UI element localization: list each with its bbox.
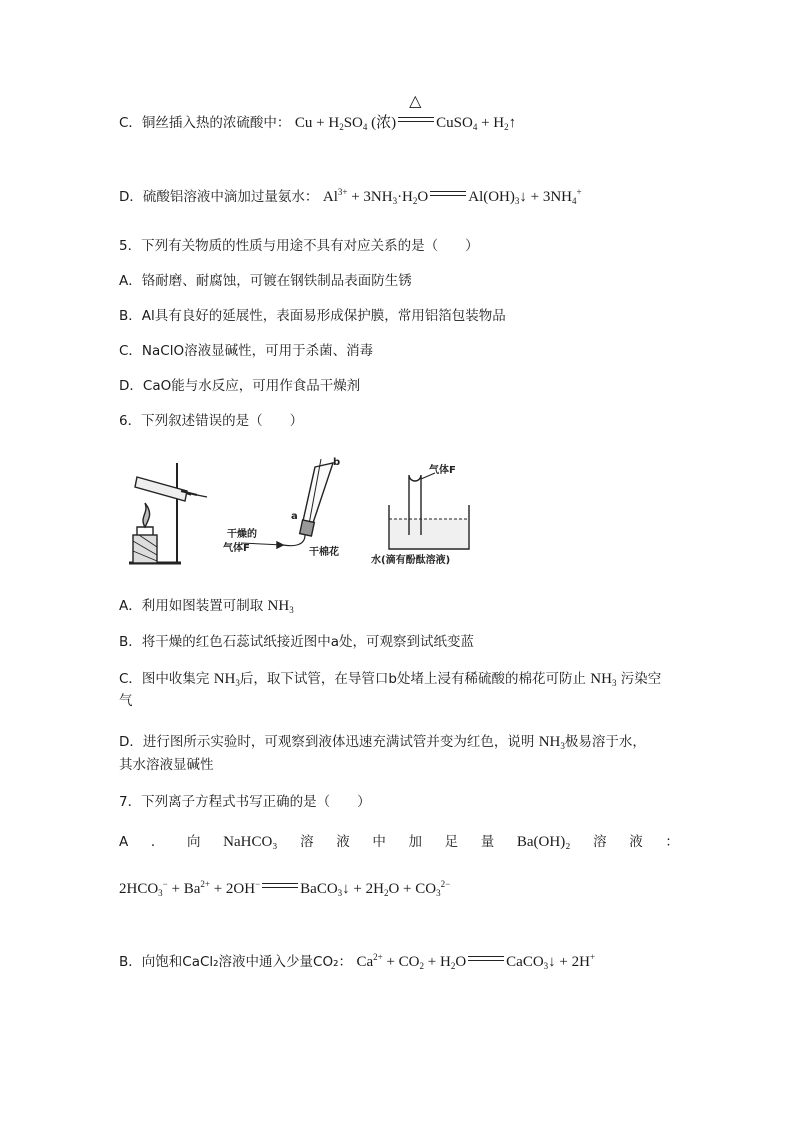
q7-a-char: 溶 — [300, 834, 314, 850]
q6-option-c-continued: 气 — [119, 693, 133, 709]
q6-apparatus-figure — [119, 455, 479, 573]
ammonia-generator-apparatus — [129, 463, 207, 563]
q6-option-d-text-2: 极易溶于水， — [564, 734, 646, 750]
q6-stem: 6．下列叙述错误的是（ ） — [119, 413, 304, 429]
q4-option-d-label: D．硫酸铝溶液中滴加过量氨水： — [119, 189, 319, 205]
q7-a-formula-nahco3: NaHCO₃ — [223, 834, 278, 850]
nh3-formula: $NH_3$ — [538, 734, 565, 751]
figure-label-dry-gas-line1: 干燥的 — [227, 529, 257, 540]
q7-option-b-label: B．向饱和CaCl₂溶液中通入少量CO₂： — [119, 954, 353, 970]
q6-option-c-text-1: C．图中收集完 — [119, 671, 214, 687]
q4-option-c[interactable] — [119, 93, 517, 136]
equals-arrow-icon — [398, 93, 434, 125]
equals-arrow-icon — [468, 954, 504, 964]
figure-label-water: 水(滴有酚酞溶液) — [371, 555, 451, 566]
figure-label-gas-f: 气体F — [429, 465, 456, 476]
q6-option-b[interactable]: B．将干燥的红色石蕊试纸接近图中a处，可观察到试纸变蓝 — [119, 634, 475, 650]
q4-option-d[interactable] — [119, 183, 582, 210]
q6-option-a[interactable] — [119, 597, 294, 619]
q7-a-char: ： — [665, 834, 679, 850]
q7-a-char: ． — [150, 834, 165, 850]
fountain-test-trough — [389, 473, 469, 549]
q7-a-char: 液 — [336, 834, 350, 850]
equals-arrow-icon — [430, 189, 466, 199]
q6-option-d-text-1: D．进行图所示实验时，可观察到液体迅速充满试管并变为红色，说明 — [119, 734, 539, 750]
q6-option-c-text-3: 污染空 — [616, 671, 662, 687]
equals-arrow-icon — [262, 881, 298, 891]
q5-option-b[interactable]: B．Al具有良好的延展性，表面易形成保护膜，常用铝箔包装物品 — [119, 308, 506, 324]
q7-option-a-equation: $2HCO_3^- + Ba^{2+} + 2OH^-$ BaCO$_3$↓ + $2H_2O + CO_3^{2-}$ — [119, 879, 451, 898]
q4-option-c-equation: $Cu + H_2SO_4$ (浓) △ CuSO$_4$ + $H_2↑$ — [294, 93, 517, 132]
figure-label-a: a — [291, 511, 298, 522]
q7-a-char: 液 — [629, 834, 643, 850]
q6-option-d[interactable] — [119, 733, 646, 755]
heating-condition: △ — [409, 93, 422, 110]
figure-label-b: b — [333, 457, 341, 468]
q6-option-c[interactable] — [119, 670, 661, 692]
q5-option-d[interactable]: D．CaO能与水反应，可用作食品干燥剂 — [119, 378, 361, 394]
q7-a-char: 中 — [372, 834, 386, 850]
q5-option-c[interactable]: C．NaClO溶液显碱性，可用于杀菌、消毒 — [119, 343, 374, 359]
nh3-formula: $NH_3$ — [590, 671, 617, 688]
q4-option-d-equation: $Al^{3+} + 3NH_3\cdot H_2O$ $Al(OH)_3↓ + 3NH_4^+$ — [322, 187, 582, 206]
q7-a-formula-baoh2: Ba(OH)₂ — [516, 834, 571, 850]
nh3-formula: $NH_3$ — [267, 598, 294, 615]
q7-a-char: 加 — [408, 834, 423, 850]
q6-option-d-continued: 其水溶液显碱性 — [119, 757, 214, 773]
q7-a-char: A — [119, 834, 129, 850]
q6-option-c-text-2: 后，取下试管，在导管口b处堵上浸有稀硫酸的棉花可防止 — [239, 671, 591, 687]
nh3-formula: $NH_3$ — [213, 671, 240, 688]
q5-stem: 5．下列有关物质的性质与用途不具有对应关系的是（ ） — [119, 238, 479, 254]
q7-a-char: 溶 — [593, 834, 607, 850]
figure-label-cotton: 干棉花 — [309, 547, 339, 558]
figure-label-dry-gas-line2: 气体F — [223, 543, 250, 554]
q4-option-c-label: C．铜丝插入热的浓硫酸中： — [119, 115, 291, 131]
q7-option-a[interactable] — [119, 833, 679, 851]
q7-a-char: 量 — [480, 834, 495, 850]
q7-option-b-equation: $Ca^{2+} + CO_2 + H_2O$ CaCO$_3$↓ + 2H+ — [356, 952, 596, 971]
q7-a-char: 向 — [187, 834, 201, 850]
q7-stem: 7．下列离子方程式书写正确的是（ ） — [119, 794, 371, 810]
q7-option-b[interactable] — [119, 948, 595, 975]
q5-option-a[interactable]: A．铬耐磨、耐腐蚀，可镀在钢铁制品表面防生锈 — [119, 273, 412, 289]
q7-a-char: 足 — [444, 834, 459, 850]
q6-option-a-text: A．利用如图装置可制取 — [119, 598, 268, 614]
